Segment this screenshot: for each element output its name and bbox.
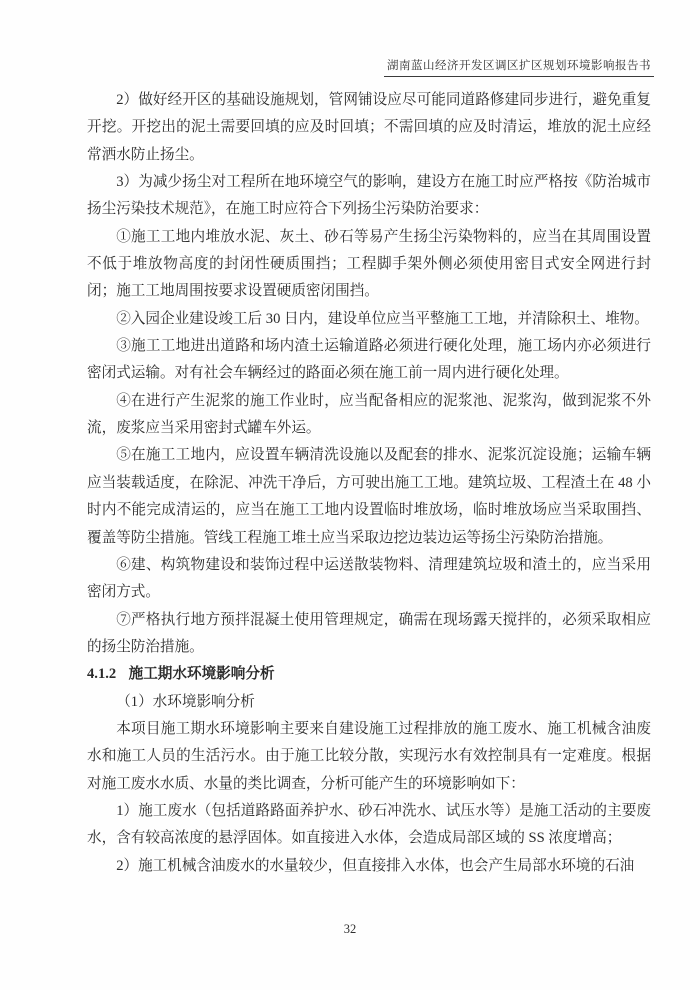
body-paragraph: ⑤在施工工地内，应设置车辆清洗设施以及配套的排水、泥浆沉淀设施；运输车辆应当装载适度，在除泥、冲洗干净后，方可驶出施工工地。建筑垃圾、工程渣土在 48 小时内不能完成清运的，应当在施工工地内设置临时堆放场，临时堆放场应当采取围挡、覆盖等防尘措施。管线工程施工堆土应当采取边挖边装边运等扬尘污染防治措施。: [87, 447, 651, 546]
document-body: [87, 87, 651, 880]
body-paragraph: ⑥建、构筑物建设和装饰过程中运送散装物料、清理建筑垃圾和渣土的，应当采用密闭方式。: [87, 556, 651, 601]
body-paragraph: ①施工工地内堆放水泥、灰土、砂石等易产生扬尘污染物料的，应当在其周围设置不低于堆放物高度的封闭性硬质围挡；工程脚手架外侧必须使用密目式安全网进行封闭；施工工地周围按要求设置硬质密闭围挡。: [87, 228, 651, 300]
section-number: 4.1.2: [87, 666, 117, 683]
body-paragraph: 1）施工废水（包括道路路面养护水、砂石冲洗水、试压水等）是施工活动的主要废水，含有较高浓度的悬浮固体。如直接进入水体，会造成局部区域的 SS 浓度增高；: [87, 802, 651, 847]
sub-heading: （1）水环境影响分析: [116, 693, 255, 710]
body-paragraph: ④在进行产生泥浆的施工作业时，应当配备相应的泥浆池、泥浆沟，做到泥浆不外流，废浆应当采用密封式罐车外运。: [87, 392, 651, 437]
section-title: 施工期水环境影响分析: [128, 666, 275, 683]
body-paragraph: 3）为减少扬尘对工程所在地环境空气的影响，建设方在施工时应严格按《防治城市扬尘污染技术规范》，在施工时应符合下列扬尘污染防治要求：: [87, 174, 651, 218]
body-paragraph: 本项目施工期水环境影响主要来自建设施工过程排放的施工废水、施工机械含油废水和施工人员的生活污水。由于施工比较分散，实现污水有效控制具有一定难度。根据对施工废水水质、水量的类比调查，分析可能产生的环境影响如下：: [87, 720, 651, 792]
page-number: 32: [343, 922, 357, 936]
header-title: 湖南蓝山经济开发区调区扩区规划环境影响报告书: [387, 60, 651, 72]
body-paragraph: 2）施工机械含油废水的水量较少，但直接排入水体，也会产生局部水环境的石油: [116, 857, 635, 874]
body-paragraph: ⑦严格执行地方预拌混凝土使用管理规定，确需在现场露天搅拌的，必须采取相应的扬尘防治措施。: [87, 611, 651, 655]
page-header: [384, 57, 654, 77]
section-heading: [87, 661, 651, 688]
body-paragraph: ②入园企业建设竣工后 30 日内，建设单位应当平整施工工地，并清除积土、堆物。: [116, 310, 649, 327]
page-footer: [0, 922, 700, 937]
body-paragraph: 2）做好经开区的基础设施规划，管网铺设应尽可能同道路修建同步进行，避免重复开挖。开挖出的泥土需要回填的应及时回填；不需回填的应及时清运，堆放的泥土应经常洒水防止扬尘。: [87, 92, 651, 163]
body-paragraph: ③施工工地进出道路和场内渣土运输道路必须进行硬化处理，施工场内亦必须进行密闭式运输。对有社会车辆经过的路面必须在施工前一周内进行硬化处理。: [87, 338, 651, 382]
